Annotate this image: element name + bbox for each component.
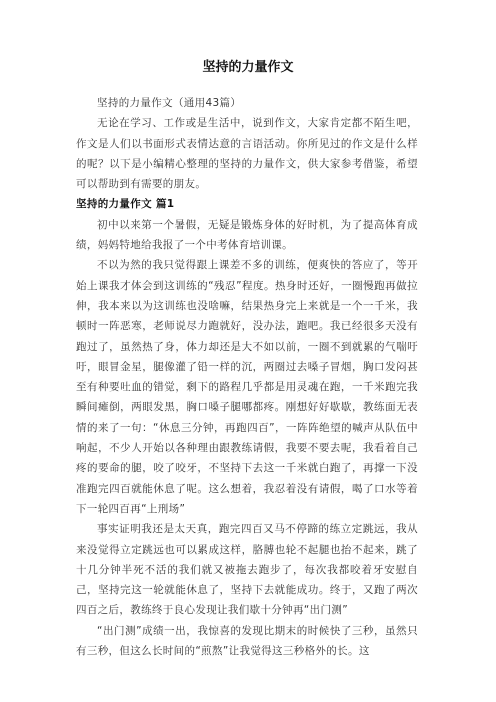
section-heading: 坚持的力量作文 篇1	[76, 198, 175, 211]
body-paragraph: 初中以来第一个暑假，无疑是锻炼身体的好时机，为了提高体育成绩，妈妈特地给我报了一个中考体育培训课。	[76, 218, 418, 252]
intro-paragraph: 无论在学习、工作或是生活中，说到作文，大家肯定都不陌生吧，作文是人们以书面形式表情达意的言语活动。你所见过的作文是什么样的呢？以下是小编精心整理的坚持的力量作文，供大家参考借鉴，希望可以帮助到有需要的朋友。	[76, 117, 418, 191]
body-paragraph: “出门测”成绩一出，我惊喜的发现比期末的时候快了三秒，虽然只有三秒，但这么长时间的“煎熬”让我觉得这三秒格外的长。这	[76, 624, 418, 658]
body-paragraph: 不以为然的我只觉得跟上课差不多的训练，便爽快的答应了，等开始上课我才体会到这训练的“残忍”程度。热身时还好，一圈慢跑再做拉伸，我本来以为这训练也没啥嘛，结果热身完上来就是一个一千米，我顿时一阵恶寒，老师说尽力跑就好，没办法，跑吧。我已经很多天没有跑过了，虽然热了身，体力却还是大不如以前，一圈不到就累的气喘吁吁，眼冒金星，腿像灌了铅一样的沉，两圈过去嗓子冒烟，胸口发闷甚至有种要吐血的错觉，剩下的路程几乎都是用灵魂在跑，一千米跑完我瞬间瘫倒，两眼发黑，胸口嗓子腿哪都疼。刚想好好歇歇，教练面无表情的来了一句：“休息三分钟，再跑四百”，一阵阵绝望的喊声从队伍中响起，不少人开始以各种理由跟教练请假，我要不要去呢，我看着自己疼的要命的腿，咬了咬牙，不坚持下去这一千米就白跑了，再撑一下没准跑完四百就能休息了呢。这么想着，我忍着没有请假，喝了口水等着下一轮四百再“上刑场”	[76, 259, 418, 515]
document-body	[76, 93, 418, 661]
document-title: 坚持的力量作文	[202, 60, 294, 75]
body-paragraph: 事实证明我还是太天真，跑完四百又马不停蹄的练立定跳远，我从来没觉得立定跳远也可以累成这样，胳膊也轮不起腿也抬不起来，跳了十几分钟半死不活的我们就又被拖去跑步了，每次我都咬着牙安慰自己，坚持完这一轮就能休息了，坚持下去就能成功。终于，又跑了两次四百之后，教练终于良心发现让我们歇十分钟再“出门测”	[76, 523, 418, 617]
subtitle-paragraph: 坚持的力量作文（通用43篇）	[97, 97, 242, 109]
